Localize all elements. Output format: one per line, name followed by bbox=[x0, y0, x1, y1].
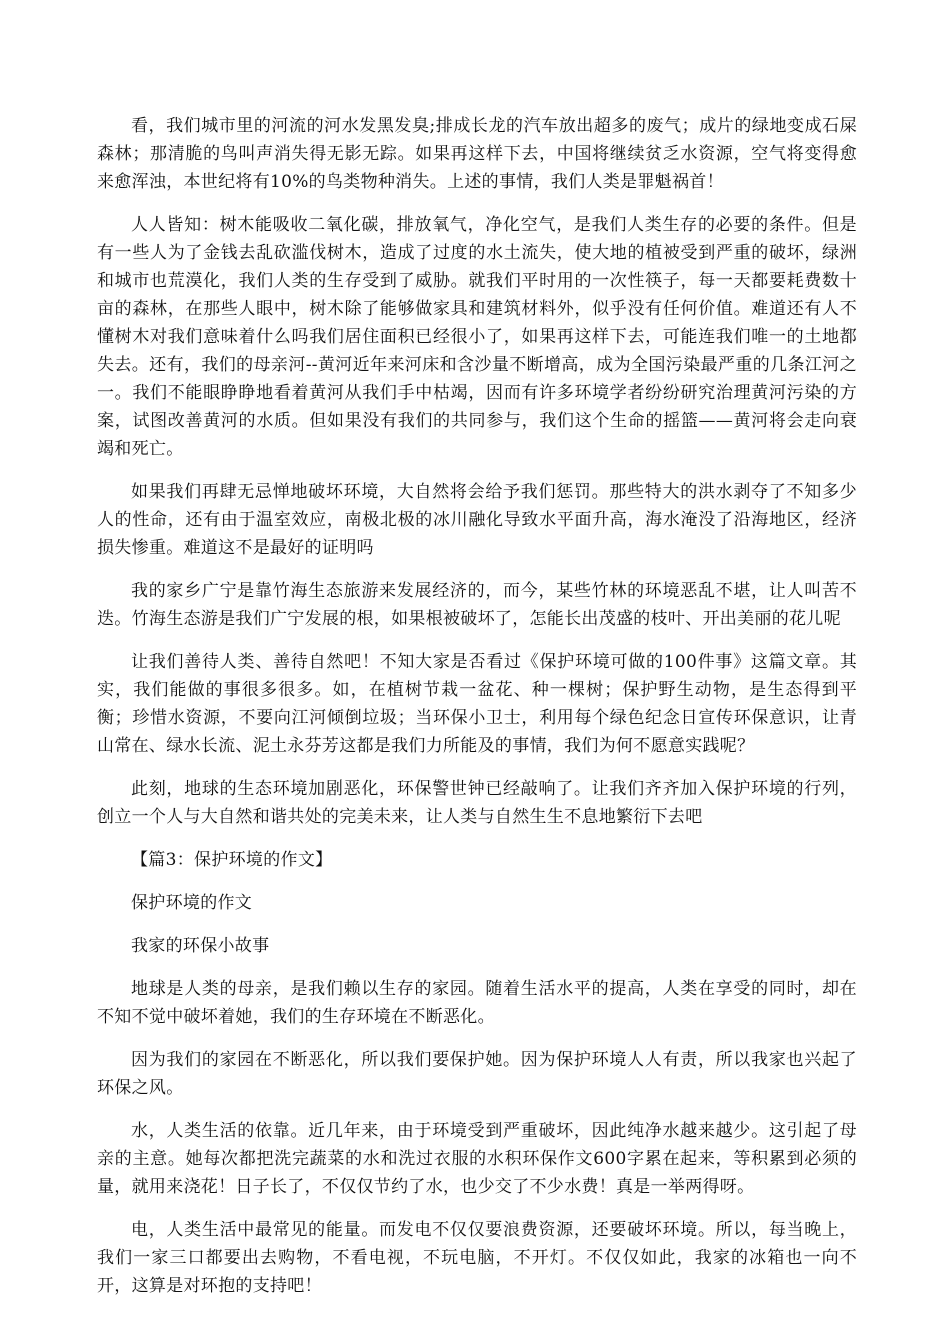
section-heading: 【篇3：保护环境的作文】 bbox=[131, 850, 333, 870]
paragraph-protect-home: 因为我们的家园在不断恶化，所以我们要保护她。因为保护环境人人有责，所以我家也兴起了环保之风。 bbox=[97, 1050, 857, 1098]
essay-subtitle: 我家的环保小故事 bbox=[131, 936, 270, 956]
paragraph-treat-nature: 让我们善待人类、善待自然吧！不知大家是否看过《保护环境可做的100件事》这篇文章。其实，我们能做的事很多很多。如，在植树节栽一盆花、种一棵树；保护野生动物，是生态得到平衡；珍惜水资源，不要向江河倾倒垃圾；当环保小卫士，利用每个绿色纪念日宣传环保意识，让青山常在、绿水长流、泥土永芬芳这都是我们力所能及的事情，我们为何不愿意实践呢？ bbox=[97, 652, 857, 756]
paragraph-electricity: 电，人类生活中最常见的能量。而发电不仅仅要浪费资源，还要破坏环境。所以，每当晚上，我们一家三口都要出去购物，不看电视，不玩电脑，不开灯。不仅仅如此，我家的冰箱也一向不开，这算是对环抱的支持吧！ bbox=[97, 1220, 857, 1296]
paragraph-punishment: 如果我们再肆无忌惮地破坏环境，大自然将会给予我们惩罚。那些特大的洪水剥夺了不知多少人的性命，还有由于温室效应，南极北极的冰川融化导致水平面升高，海水淹没了沿海地区，经济损失惨重。难道这不是最好的证明吗 bbox=[97, 482, 857, 558]
essay-title: 保护环境的作文 bbox=[131, 893, 253, 913]
paragraph-trees: 人人皆知：树木能吸收二氧化碳，排放氧气，净化空气，是我们人类生存的必要的条件。但是有一些人为了金钱去乱砍滥伐树木，造成了过度的水土流失，使大地的植被受到严重的破坏，绿洲和城市也荒漠化，我们人类的生存受到了威胁。就我们平时用的一次性筷子，每一天都要耗费数十亩的森林，在那些人眼中，树木除了能够做家具和建筑材料外，似乎没有任何价值。难道还有人不懂树木对我们意味着什么吗我们居住面积已经很小了，如果再这样下去，可能连我们唯一的土地都失去。还有，我们的母亲河--黄河近年来河床和含沙量不断增高，成为全国污染最严重的几条江河之一。我们不能眼睁睁地看着黄河从我们手中枯竭，因而有许多环境学者纷纷研究治理黄河污染的方案，试图改善黄河的水质。但如果没有我们的共同参与，我们这个生命的摇篮——黄河将会走向衰竭和死亡。 bbox=[97, 215, 857, 459]
paragraph-hometown: 我的家乡广宁是靠竹海生态旅游来发展经济的，而今，某些竹林的环境恶乱不堪，让人叫苦不迭。竹海生态游是我们广宁发展的根，如果根被破坏了，怎能长出茂盛的枝叶、开出美丽的花儿呢 bbox=[97, 581, 857, 629]
document-page bbox=[97, 112, 857, 1315]
paragraph-water: 水，人类生活的依靠。近几年来，由于环境受到严重破坏，因此纯净水越来越少。这引起了母亲的主意。她每次都把洗完蔬菜的水和洗过衣服的水积环保作文600字累在起来，等积累到必须的量，就用来浇花！日子长了，不仅仅节约了水，也少交了不少水费！真是一举两得呀。 bbox=[97, 1121, 857, 1197]
paragraph-earth-mother: 地球是人类的母亲，是我们赖以生存的家园。随着生活水平的提高，人类在享受的同时，却在不知不觉中破坏着她，我们的生存环境在不断恶化。 bbox=[97, 979, 857, 1027]
paragraph-rivers: 看，我们城市里的河流的河水发黑发臭;排成长龙的汽车放出超多的废气；成片的绿地变成石屎森林；那清脆的鸟叫声消失得无影无踪。如果再这样下去，中国将继续贫乏水资源，空气将变得愈来愈浑浊，本世纪将有10%的鸟类物种消失。上述的事情，我们人类是罪魁祸首！ bbox=[97, 116, 857, 192]
paragraph-alarm: 此刻，地球的生态环境加剧恶化，环保警世钟已经敲响了。让我们齐齐加入保护环境的行列，创立一个人与大自然和谐共处的完美未来，让人类与自然生生不息地繁衍下去吧 bbox=[97, 779, 857, 827]
